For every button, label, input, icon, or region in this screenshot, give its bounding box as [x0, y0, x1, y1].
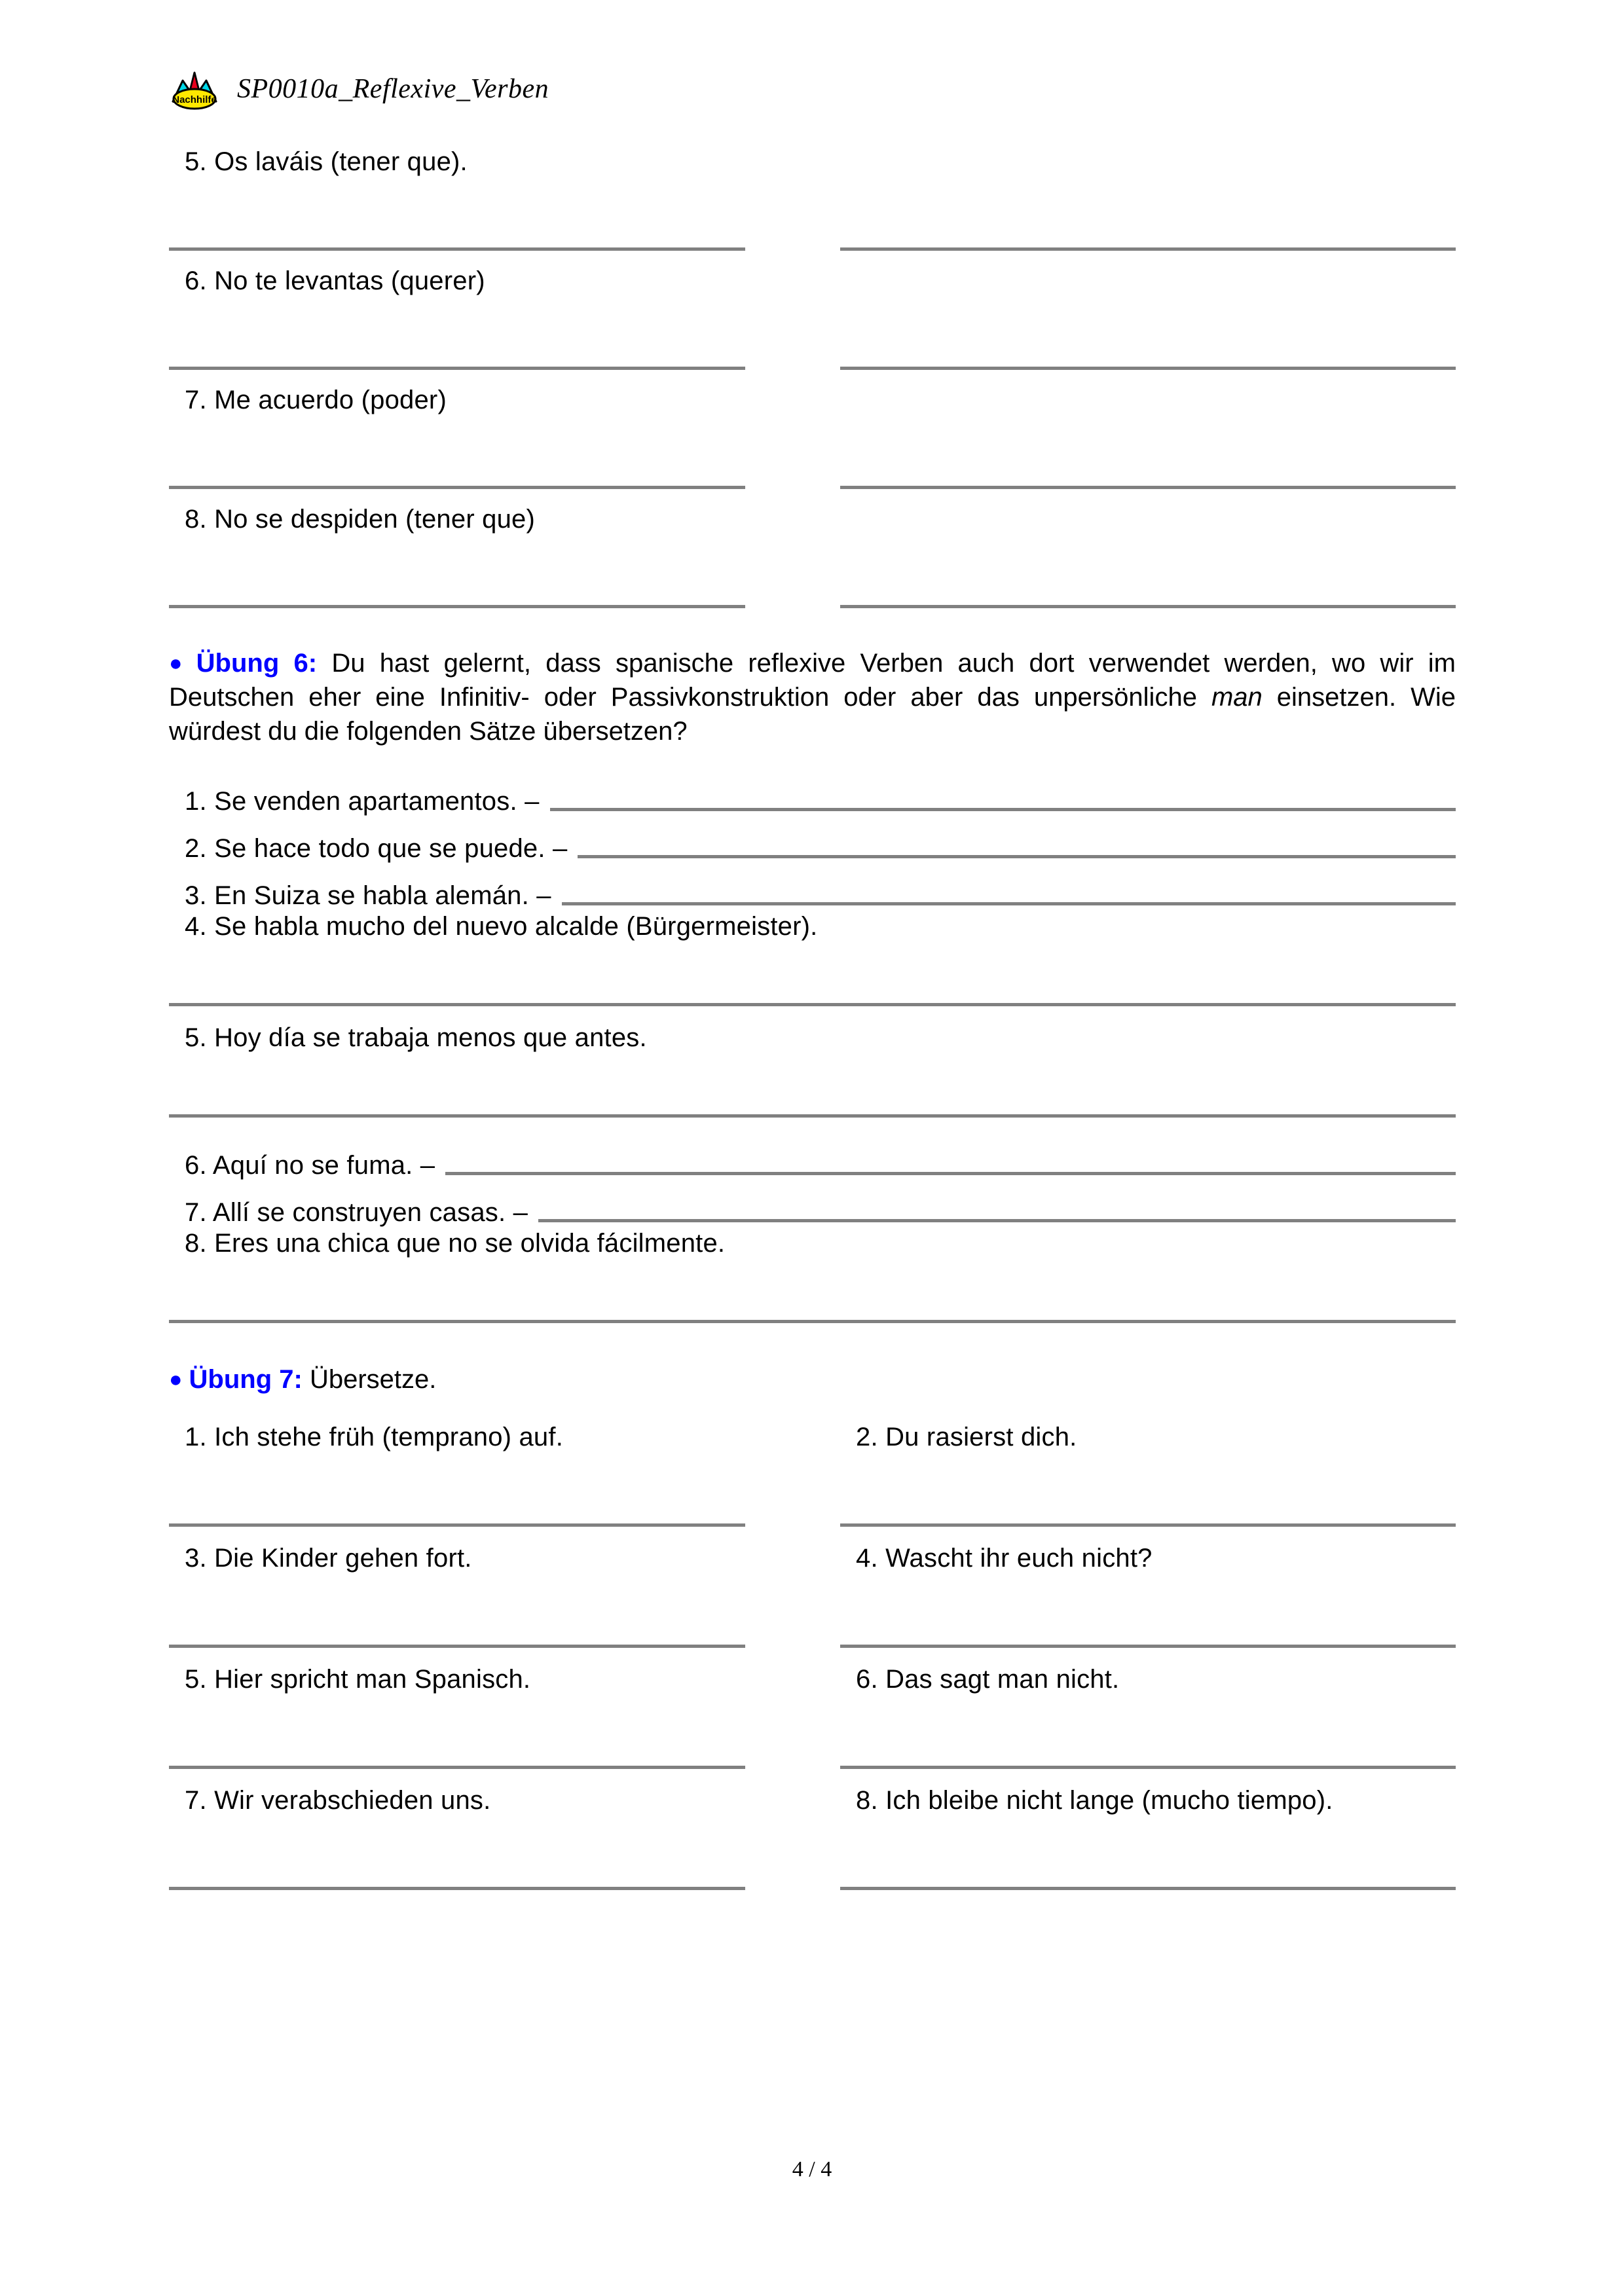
- document-title: SP0010a_Reflexive_Verben: [237, 74, 549, 104]
- uebung-7-label: Übung 7:: [189, 1365, 303, 1394]
- worksheet-content: [169, 147, 1456, 1907]
- answer-line-left[interactable]: [169, 367, 745, 370]
- answer-line[interactable]: [445, 1172, 1456, 1175]
- answer-line-pair: [169, 247, 1456, 251]
- answer-line[interactable]: [169, 1320, 1456, 1323]
- answer-line[interactable]: [840, 1523, 1456, 1527]
- bullet-icon: ●: [169, 651, 190, 676]
- grid-cell-left: [169, 1423, 745, 1544]
- table-row: [169, 1423, 1456, 1544]
- answer-line-left[interactable]: [169, 247, 745, 251]
- answer-line[interactable]: [169, 1766, 745, 1769]
- question-text: 2. Du rasierst dich.: [856, 1423, 1077, 1451]
- question-text: 7. Me acuerdo (poder): [185, 386, 447, 414]
- bullet-icon: ●: [169, 1367, 183, 1392]
- question-text: 4. Wascht ihr euch nicht?: [856, 1544, 1153, 1573]
- list-item: [169, 771, 1456, 818]
- answer-line[interactable]: [840, 1645, 1456, 1648]
- question-text: 3. Die Kinder gehen fort.: [185, 1544, 472, 1573]
- answer-line-right[interactable]: [840, 247, 1456, 251]
- list-item: [169, 386, 1456, 505]
- exercise-continuation-list: [169, 147, 1456, 624]
- question-text: 8. No se despiden (tener que): [185, 505, 536, 534]
- grid-cell-right: [840, 1786, 1456, 1907]
- uebung-7-instruction: Übersetze.: [309, 1365, 437, 1394]
- answer-line[interactable]: [538, 1219, 1456, 1222]
- answer-line[interactable]: [550, 808, 1456, 811]
- answer-line-right[interactable]: [840, 605, 1456, 608]
- question-text: 4. Se habla mucho del nuevo alcalde (Bürgermeister).: [185, 912, 818, 941]
- question-text: 7. Allí se construyen casas. –: [185, 1198, 528, 1228]
- list-item: [169, 865, 1456, 912]
- grid-cell-left: [169, 1786, 745, 1907]
- uebung-6-heading: [169, 646, 1456, 748]
- table-row: [169, 1544, 1456, 1665]
- grid-cell-left: [169, 1544, 745, 1665]
- uebung-6-intro-part2: einsetzen. Wie würdest du die folgenden Sätze übersetzen?: [169, 683, 1456, 746]
- answer-line-left[interactable]: [169, 486, 745, 489]
- answer-line[interactable]: [169, 1523, 745, 1527]
- list-item: [169, 266, 1456, 386]
- page-footer: [0, 2157, 1624, 2182]
- grid-cell-left: [169, 1665, 745, 1786]
- list-item: [169, 912, 1456, 1023]
- question-text: 6. Aquí no se fuma. –: [185, 1151, 435, 1180]
- list-item: [169, 1182, 1456, 1229]
- answer-line[interactable]: [840, 1766, 1456, 1769]
- list-item: [169, 1135, 1456, 1182]
- answer-line[interactable]: [169, 1645, 745, 1648]
- question-text: 5. Os laváis (tener que).: [185, 147, 468, 176]
- uebung-6-intro-part1: Du hast gelernt, dass spanische reflexive Verben auch dort verwendet werden, wo wir im Deutschen eher eine Infinitiv- oder Passivkonstruktion oder aber das unpersönliche: [169, 649, 1456, 712]
- answer-line-pair: [169, 367, 1456, 370]
- list-item: [169, 1023, 1456, 1135]
- list-item: [169, 818, 1456, 865]
- page-header: [169, 63, 549, 115]
- question-text: 8. Eres una chica que no se olvida fácilmente.: [185, 1229, 726, 1258]
- uebung-6-intro-italic: man: [1211, 683, 1263, 712]
- table-row: [169, 1665, 1456, 1786]
- answer-line-pair: [169, 486, 1456, 489]
- question-text: 6. Das sagt man nicht.: [856, 1665, 1120, 1694]
- list-item: [169, 147, 1456, 266]
- question-text: 5. Hoy día se trabaja menos que antes.: [185, 1023, 647, 1052]
- answer-line[interactable]: [840, 1887, 1456, 1890]
- uebung-6-item-list: [169, 771, 1456, 1340]
- uebung-6-label: Übung 6:: [196, 649, 318, 678]
- uebung-7-item-grid: [169, 1423, 1456, 1907]
- answer-line-right[interactable]: [840, 486, 1456, 489]
- table-row: [169, 1786, 1456, 1907]
- answer-line[interactable]: [169, 1887, 745, 1890]
- grid-cell-right: [840, 1544, 1456, 1665]
- answer-line[interactable]: [169, 1114, 1456, 1118]
- answer-line[interactable]: [169, 1003, 1456, 1006]
- question-text: 5. Hier spricht man Spanisch.: [185, 1665, 531, 1694]
- question-text: 7. Wir verabschieden uns.: [185, 1786, 491, 1815]
- question-text: 1. Se venden apartamentos. –: [185, 787, 540, 816]
- list-item: [169, 1229, 1456, 1340]
- logo-text: Nachhilfe: [172, 94, 217, 105]
- answer-line[interactable]: [578, 855, 1456, 858]
- nachhilfe-logo-icon: [169, 67, 220, 111]
- question-text: 2. Se hace todo que se puede. –: [185, 834, 568, 864]
- answer-line-left[interactable]: [169, 605, 745, 608]
- answer-line-pair: [169, 605, 1456, 608]
- grid-cell-right: [840, 1423, 1456, 1544]
- question-text: 3. En Suiza se habla alemán. –: [185, 881, 551, 911]
- question-text: 1. Ich stehe früh (temprano) auf.: [185, 1423, 564, 1451]
- question-text: 8. Ich bleibe nicht lange (mucho tiempo).: [856, 1786, 1333, 1815]
- page-number: 4 / 4: [792, 2157, 832, 2181]
- list-item: [169, 505, 1456, 624]
- question-text: 6. No te levantas (querer): [185, 266, 485, 295]
- answer-line[interactable]: [562, 902, 1456, 905]
- grid-cell-right: [840, 1665, 1456, 1786]
- answer-line-right[interactable]: [840, 367, 1456, 370]
- uebung-7-heading: [169, 1362, 1456, 1396]
